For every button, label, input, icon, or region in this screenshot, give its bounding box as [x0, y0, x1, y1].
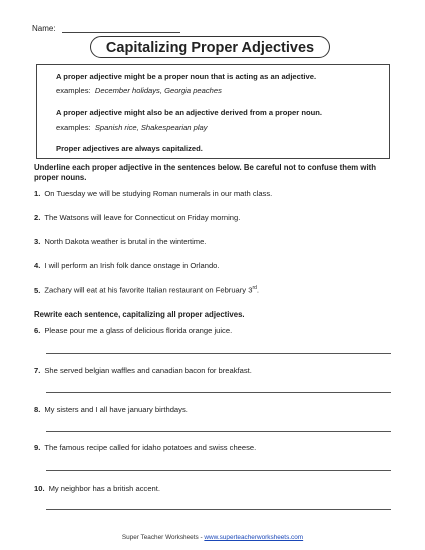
- footer-link[interactable]: www.superteacherworksheets.com: [204, 534, 304, 541]
- answer-line-10[interactable]: [46, 509, 391, 510]
- question-5: [34, 285, 259, 295]
- question-number: 9.: [34, 443, 41, 452]
- question-2: [34, 213, 240, 222]
- question-number: 7.: [34, 366, 41, 375]
- question-text: She served belgian waffles and canadian bacon for breakfast.: [44, 366, 252, 375]
- question-text: My sisters and I all have january birthdays.: [44, 405, 188, 414]
- question-3: [34, 237, 206, 246]
- question-7: [34, 366, 252, 375]
- example-1-label: examples:: [56, 86, 91, 95]
- question-text: The Watsons will leave for Connecticut on Friday morning.: [44, 213, 241, 222]
- answer-line-7[interactable]: [46, 392, 391, 393]
- part1-instructions: Underline each proper adjective in the sentences below. Be careful not to confuse them with proper nouns.: [34, 163, 376, 182]
- rule-3: Proper adjectives are always capitalized.: [56, 144, 203, 153]
- question-6: [34, 326, 232, 335]
- question-number: 8.: [34, 405, 41, 414]
- rule-1: A proper adjective might be a proper noun that is acting as an adjective.: [56, 72, 317, 81]
- name-blank-line[interactable]: [62, 24, 180, 33]
- question-number: 5.: [34, 285, 41, 295]
- name-field: [32, 24, 180, 33]
- question-text: My neighbor has a british accent.: [48, 484, 160, 493]
- question-text: Zachary will eat at his favorite Italian restaurant on February 3: [44, 285, 253, 295]
- question-10: [34, 484, 160, 493]
- question-4: [34, 261, 220, 270]
- question-8: [34, 405, 188, 414]
- question-9: [34, 443, 256, 452]
- question-text: North Dakota weather is brutal in the wintertime.: [44, 237, 207, 246]
- example-2-text: Spanish rice, Shakespearian play: [94, 123, 208, 132]
- worksheet-title: Capitalizing Proper Adjectives: [90, 36, 330, 58]
- question-text: The famous recipe called for idaho potatoes and swiss cheese.: [44, 443, 257, 452]
- ordinal-suffix: rd: [252, 285, 257, 291]
- question-end: .: [256, 285, 260, 295]
- question-number: 1.: [34, 189, 41, 198]
- example-2: [56, 123, 208, 132]
- name-label: Name:: [32, 24, 56, 33]
- answer-line-6[interactable]: [46, 353, 391, 354]
- question-text: Please pour me a glass of delicious florida orange juice.: [44, 326, 233, 335]
- rules-box: [36, 64, 390, 159]
- example-1: [56, 86, 222, 95]
- question-number: 3.: [34, 237, 41, 246]
- question-number: 6.: [34, 326, 41, 335]
- footer: [0, 534, 425, 541]
- question-text: On Tuesday we will be studying Roman numerals in our math class.: [44, 189, 273, 198]
- question-1: [34, 189, 272, 198]
- question-number: 10.: [34, 484, 45, 493]
- answer-line-9[interactable]: [46, 470, 391, 471]
- footer-separator: -: [198, 534, 205, 541]
- part2-instructions: Rewrite each sentence, capitalizing all proper adjectives.: [34, 310, 245, 319]
- footer-brand: Super Teacher Worksheets: [121, 534, 199, 541]
- question-number: 4.: [34, 261, 41, 270]
- rule-2: A proper adjective might also be an adjective derived from a proper noun.: [56, 108, 322, 117]
- example-2-label: examples:: [56, 123, 91, 132]
- question-text: I will perform an Irish folk dance onstage in Orlando.: [44, 261, 220, 270]
- question-number: 2.: [34, 213, 41, 222]
- answer-line-8[interactable]: [46, 431, 391, 432]
- example-1-text: December holidays, Georgia peaches: [94, 86, 222, 95]
